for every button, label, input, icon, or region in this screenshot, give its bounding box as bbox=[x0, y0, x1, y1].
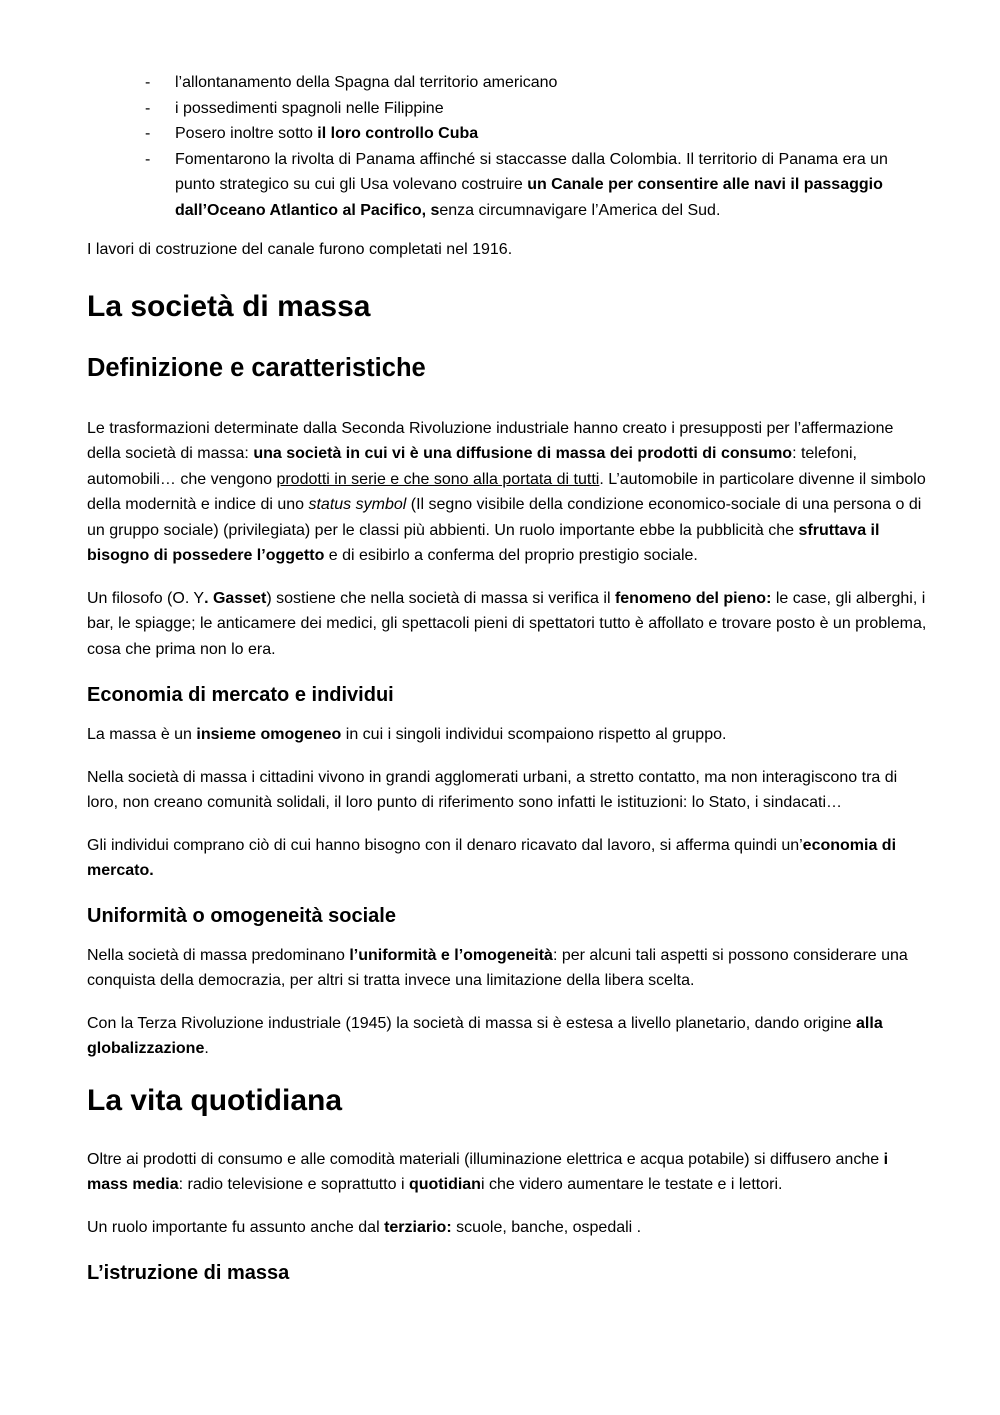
list-item-text: Posero inoltre sotto bbox=[175, 125, 318, 142]
paragraph-definizione: Le trasformazioni determinate dalla Seconda Rivoluzione industriale hanno creato i presupposti per l’affermazione della società di massa: una società in cui vi è una diffusione di massa dei prodotti di consumo: telefoni, automobili… che vengono prodotti in serie e che sono alla portata di tutti. L’automobile in particolare divenne il simbolo della modernità e indice di uno status symbol (Il segno visibile della condizione economico-sociale di una persona o di un gruppo sociale) (privilegiata) per le classi più abbienti. Un ruolo importante ebbe la pubblicità che sfruttava il bisogno di possedere l’oggetto e di esibirlo a conferma del proprio prestigio sociale. bbox=[87, 419, 926, 564]
list-item-text: enza circumnavigare l’America del Sud. bbox=[439, 201, 721, 219]
list-item: - i possedimenti spagnoli nelle Filippine bbox=[145, 99, 444, 117]
paragraph-gasset: Un filosofo (O. Y. Gasset) sostiene che nella società di massa si verifica il fenomeno del pieno: le case, gli alberghi, i bar, le spiagge; le anticamere dei medici, gli spettacoli pieni di spettatori tutto è affollato e trovare posto è un problema, cosa che prima non lo era. bbox=[87, 589, 927, 658]
list-item-text: Fomentarono la rivolta di Panama affinché si staccasse dalla Colombia. Il territorio di Panama era un punto strategico su cui gli Usa volevano costruire bbox=[175, 150, 888, 193]
paragraph-massa: La massa è un insieme omogeneo in cui i singoli individui scompaiono rispetto al gruppo. bbox=[87, 726, 727, 743]
list-item: - l’allontanamento della Spagna dal territorio americano bbox=[145, 74, 558, 91]
heading-uniformita: Uniformità o omogeneità sociale bbox=[87, 904, 396, 927]
paragraph-uniformita: Nella società di massa predominano l’uniformità e l’omogeneità: per alcuni tali aspetti si possono considerare una conquista della democrazia, per altri si tratta invece una limitazione della libera scelta. bbox=[87, 946, 908, 989]
document-page bbox=[87, 70, 927, 1286]
list-item-text: l’allontanamento della Spagna dal territorio americano bbox=[175, 74, 558, 91]
list-item-text: i possedimenti spagnoli nelle Filippine bbox=[175, 99, 444, 117]
list-item-bold: il loro controllo Cuba bbox=[317, 125, 479, 142]
paragraph-globalizzazione: Con la Terza Rivoluzione industriale (1945) la società di massa si è estesa a livello planetario, dando origine alla globalizzazione. bbox=[87, 1014, 883, 1057]
paragraph-cittadini: Nella società di massa i cittadini vivono in grandi agglomerati urbani, a stretto contatto, ma non interagiscono tra di loro, non creano comunità solidali, il loro punto di riferimento sono infatti le istituzioni: lo Stato, i sindacati… bbox=[87, 768, 898, 811]
paragraph-mercato: Gli individui comprano ciò di cui hanno bisogno con il denaro ricavato dal lavoro, si afferma quindi un’economia di mercato. bbox=[87, 836, 897, 879]
paragraph-terziario: Un ruolo importante fu assunto anche dal terziario: scuole, banche, ospedali . bbox=[87, 1218, 642, 1236]
heading-istruzione: L’istruzione di massa bbox=[87, 1262, 290, 1284]
heading-societa-di-massa: La società di massa bbox=[87, 289, 371, 323]
canal-note: I lavori di costruzione del canale furono completati nel 1916. bbox=[87, 241, 513, 258]
heading-vita-quotidiana: La vita quotidiana bbox=[87, 1083, 343, 1117]
heading-economia: Economia di mercato e individui bbox=[87, 684, 394, 706]
list-item: - Posero inoltre sotto il loro controllo Cuba bbox=[145, 125, 479, 142]
bullet-list bbox=[87, 70, 927, 223]
heading-definizione: Definizione e caratteristiche bbox=[87, 353, 426, 382]
list-item-bold: un Canale per consentire alle navi il passaggio dall’Oceano Atlantico al Pacifico, s bbox=[175, 176, 883, 219]
list-item: - Fomentarono la rivolta di Panama affinché si staccasse dalla Colombia. Il territorio di Panama era un punto strategico su cui gli Usa volevano costruire un Canale per consentire alle navi il passaggio dall’Oceano Atlantico al Pacifico, senza circumnavigare l’America del Sud. bbox=[145, 150, 888, 219]
paragraph-mass-media: Oltre ai prodotti di consumo e alle comodità materiali (illuminazione elettrica e acqua potabile) si diffusero anche i mass media: radio televisione e soprattutto i quotidiani che videro aumentare le testate e i lettori. bbox=[87, 1150, 889, 1193]
